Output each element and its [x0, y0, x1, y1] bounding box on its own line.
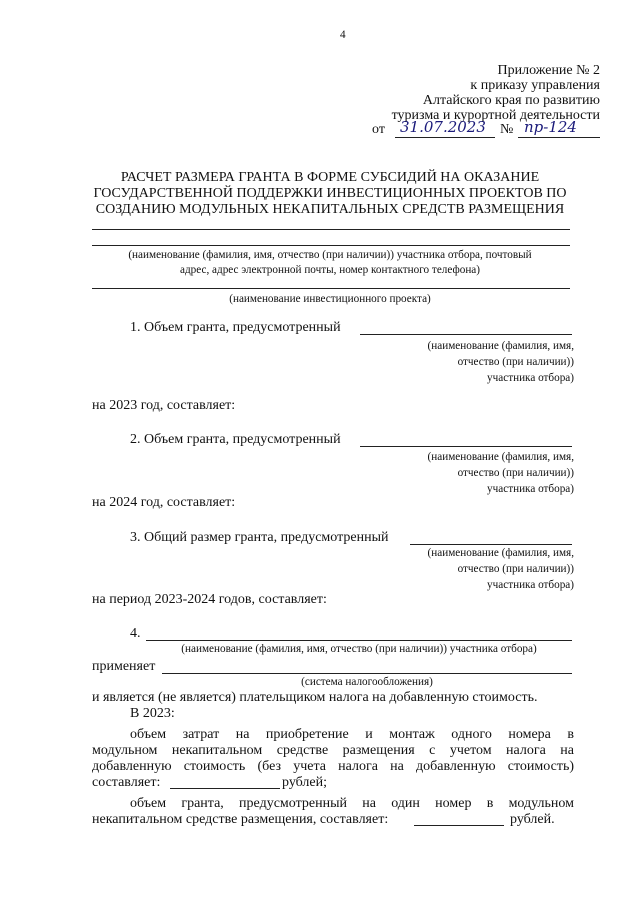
applies-label: применяет	[92, 659, 156, 674]
item-3-line	[410, 544, 572, 545]
item-1-tail: на 2023 год, составляет:	[92, 398, 236, 413]
item-2-caption-1: (наименование (фамилия, имя,	[427, 451, 574, 463]
item-3-caption-2: отчество (при наличии))	[457, 563, 574, 575]
tax-system-caption: (система налогообложения)	[301, 676, 433, 688]
cost-line-4-unit: рублей;	[282, 775, 327, 790]
item-1-text: 1. Объем гранта, предусмотренный	[130, 320, 341, 335]
number-label: №	[500, 122, 514, 137]
item-1-caption-2: отчество (при наличии))	[457, 356, 574, 368]
participant-caption-2: адрес, адрес электронной почты, номер контактного телефона)	[180, 264, 480, 276]
cost-amount-line	[170, 788, 280, 789]
appendix-authority-2: туризма и курортной деятельности	[391, 108, 600, 123]
grant-line-1: объем гранта, предусмотренный на один номер в модульном	[130, 796, 574, 811]
participant-caption-1: (наименование (фамилия, имя, отчество (при наличии)) участника отбора, почтовый	[128, 249, 532, 261]
grant-line-2-label: некапитальном средстве размещения, составляет:	[92, 812, 389, 827]
number-line	[518, 137, 600, 138]
project-caption: (наименование инвестиционного проекта)	[229, 293, 431, 305]
item-2-line	[360, 446, 572, 447]
project-line	[92, 288, 570, 289]
number-handwritten: пр-124	[524, 118, 577, 136]
item-3-caption-3: участника отбора)	[487, 579, 574, 591]
date-line	[395, 137, 495, 138]
appendix-authority: Алтайского края по развитию	[422, 93, 600, 108]
item-2-caption-2: отчество (при наличии))	[457, 467, 574, 479]
tax-system-line	[162, 673, 572, 674]
grant-amount-line	[414, 825, 504, 826]
item-3-text: 3. Общий размер гранта, предусмотренный	[130, 530, 389, 545]
cost-line-4-label: составляет:	[92, 775, 161, 790]
date-handwritten: 31.07.2023	[400, 118, 486, 136]
item-2-text: 2. Объем гранта, предусмотренный	[130, 432, 341, 447]
vat-status-text: и является (не является) плательщиком налога на добавленную стоимость.	[92, 690, 538, 705]
item-3-caption-1: (наименование (фамилия, имя,	[427, 547, 574, 559]
item-4-line	[146, 640, 572, 641]
cost-line-1: объем затрат на приобретение и монтаж одного номера в	[130, 727, 574, 742]
item-4-number: 4.	[130, 626, 141, 641]
grant-line-2-unit: рублей.	[510, 812, 555, 827]
title-line-1: РАСЧЕТ РАЗМЕРА ГРАНТА В ФОРМЕ СУБСИДИЙ НА ОКАЗАНИЕ	[120, 170, 540, 185]
item-4-caption: (наименование (фамилия, имя, отчество (при наличии)) участника отбора)	[181, 643, 537, 655]
cost-line-2: модульном некапитальном средстве размещения с учетом налога на	[92, 743, 574, 758]
appendix-order: к приказу управления	[470, 78, 600, 93]
cost-line-3: добавленную стоимость (без учета налога на добавленную стоимость)	[92, 759, 574, 774]
item-1-caption-1: (наименование (фамилия, имя,	[427, 340, 574, 352]
item-2-tail: на 2024 год, составляет:	[92, 495, 236, 510]
participant-line-1	[92, 229, 570, 230]
item-1-line	[360, 334, 572, 335]
title-line-3: СОЗДАНИЮ МОДУЛЬНЫХ НЕКАПИТАЛЬНЫХ СРЕДСТВ РАЗМЕЩЕНИЯ	[95, 202, 565, 217]
item-3-tail: на период 2023-2024 годов, составляет:	[92, 592, 327, 607]
page-number: 4	[340, 29, 346, 41]
from-label: от	[372, 122, 385, 137]
year-2023-heading: В 2023:	[130, 706, 175, 721]
participant-line-2	[92, 245, 570, 246]
title-line-2: ГОСУДАРСТВЕННОЙ ПОДДЕРЖКИ ИНВЕСТИЦИОННЫХ ПРОЕКТОВ ПО	[93, 186, 567, 201]
appendix-title: Приложение № 2	[497, 63, 600, 78]
item-1-caption-3: участника отбора)	[487, 372, 574, 384]
item-2-caption-3: участника отбора)	[487, 483, 574, 495]
